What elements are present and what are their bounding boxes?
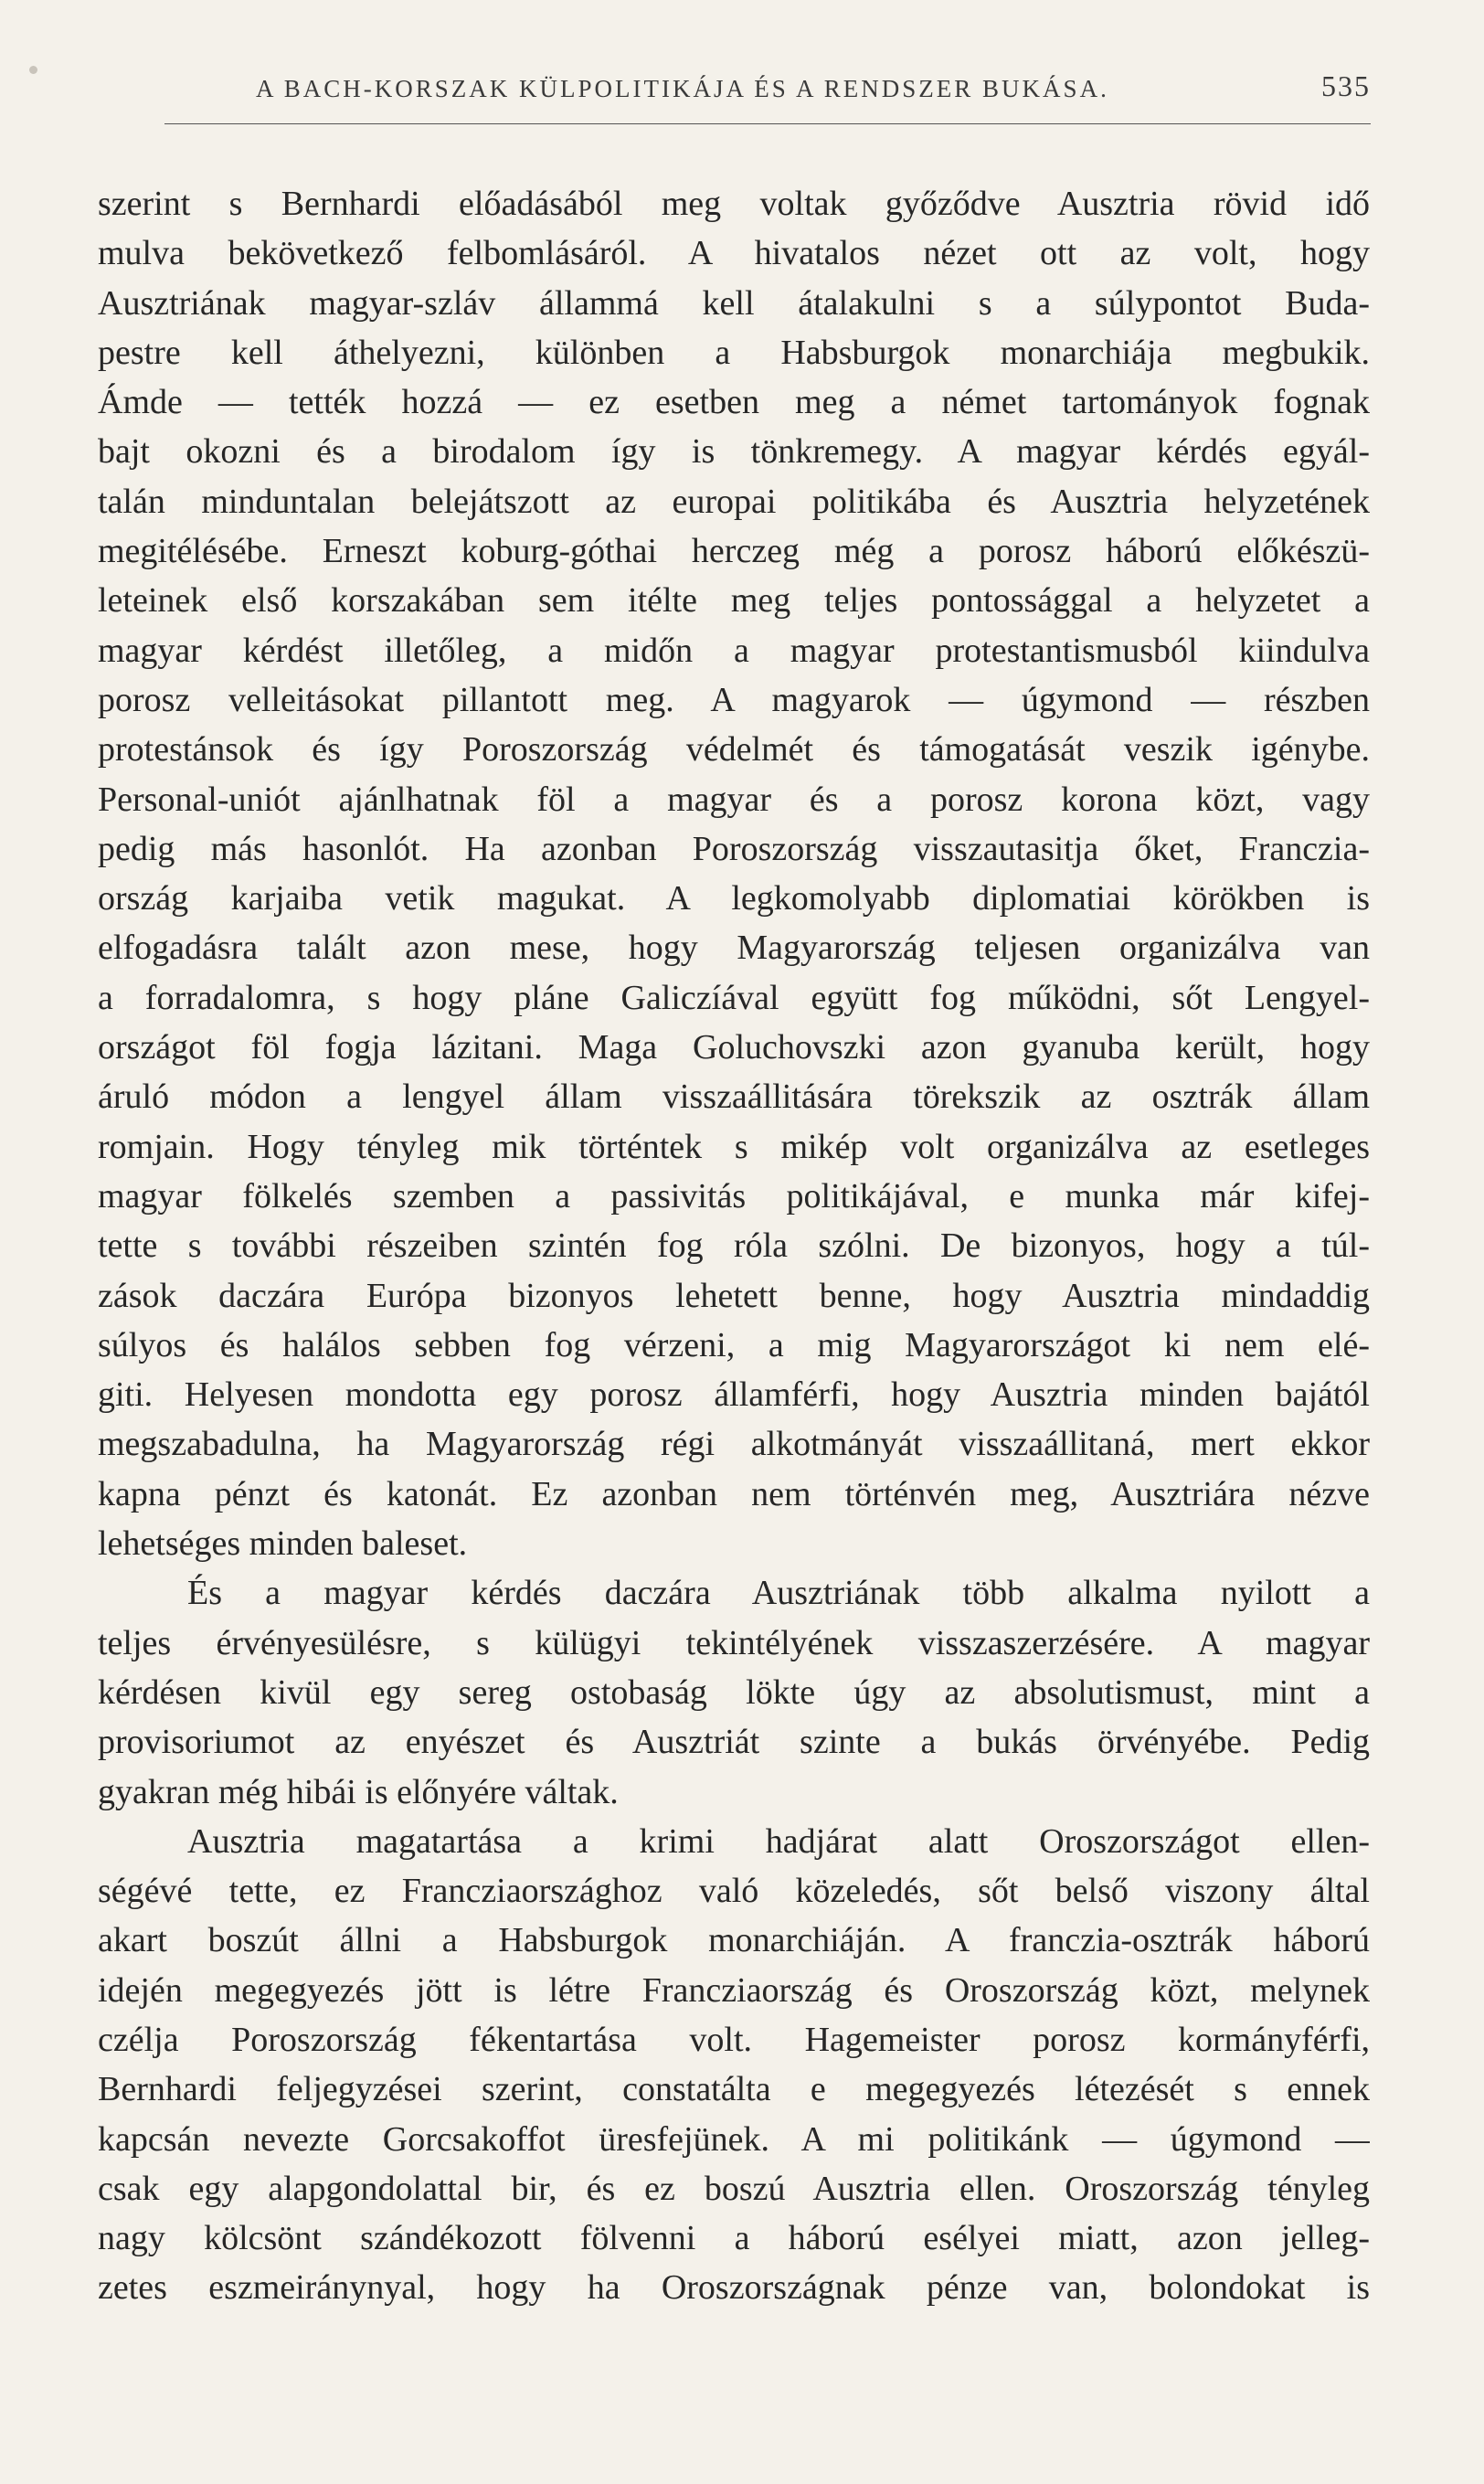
text-line: ország karjaiba vetik magukat. A legkomolyabb diplomatiai körökben is: [98, 879, 1370, 918]
text-line: Ausztriának magyar-szláv állammá kell átalakulni s a súlypontot Buda-: [98, 283, 1370, 323]
text-line: És a magyar kérdés daczára Ausztriának több alkalma nyilott a: [187, 1574, 1370, 1613]
text-line: áruló módon a lengyel állam visszaállitására törekszik az osztrák állam: [98, 1077, 1370, 1117]
text-line: pestre kell áthelyezni, különben a Habsburgok monarchiája megbukik.: [98, 333, 1370, 372]
page-number: 535: [1321, 69, 1371, 102]
paper-speck: [29, 66, 37, 74]
running-title: A BACH-KORSZAK KÜLPOLITIKÁJA ÉS A RENDSZER BUKÁSA.: [256, 75, 1109, 102]
text-line: tette s további részeiben szintén fog róla szólni. De bizonyos, hogy a túl-: [98, 1226, 1370, 1266]
text-line: mulva bekövetkező felbomlásáról. A hivatalos nézet ott az volt, hogy: [98, 234, 1370, 273]
text-line: kapna pénzt és katonát. Ez azonban nem történvén meg, Ausztriára nézve: [98, 1474, 1370, 1513]
text-line: magyar kérdést illetőleg, a midőn a magyar protestantismusból kiindulva: [98, 631, 1370, 670]
text-line: elfogadásra talált azon mese, hogy Magyarország teljesen organizálva van: [98, 929, 1370, 968]
page-header: [164, 69, 1371, 121]
text-line: a forradalomra, s hogy pláne Galiczíával együtt fog működni, sőt Lengyel-: [98, 978, 1370, 1017]
text-line: ségévé tette, ez Francziaországhoz való közeledés, sőt belső viszony által: [98, 1872, 1370, 1911]
text-line: gyakran még hibái is előnyére váltak.: [98, 1772, 619, 1811]
text-line: Personal-uniót ajánlhatnak föl a magyar és a porosz korona közt, vagy: [98, 780, 1370, 819]
text-line: zetes eszmeiránynyal, hogy ha Oroszországnak pénze van, bolondokat is: [98, 2268, 1370, 2308]
text-line: czélja Poroszország fékentartása volt. Hagemeister porosz kormányférfi,: [98, 2020, 1370, 2059]
text-line: súlyos és halálos sebben fog vérzeni, a mig Magyarországot ki nem elé-: [98, 1325, 1370, 1364]
text-line: romjain. Hogy tényleg mik történtek s mikép volt organizálva az esetleges: [98, 1127, 1370, 1166]
text-line: országot föl fogja lázitani. Maga Goluchovszki azon gyanuba került, hogy: [98, 1028, 1370, 1067]
header-rule: [164, 123, 1371, 124]
text-line: leteinek első korszakában sem itélte meg teljes pontossággal a helyzetet a: [98, 581, 1370, 621]
text-line: zások daczára Európa bizonyos lehetett benne, hogy Ausztria mindaddig: [98, 1276, 1370, 1315]
text-line: csak egy alapgondolattal bir, és ez boszú Ausztria ellen. Oroszország tényleg: [98, 2169, 1370, 2208]
text-line: protestánsok és így Poroszország védelmét és támogatását veszik igénybe.: [98, 730, 1370, 770]
text-line: Ausztria magatartása a krimi hadjárat alatt Oroszországot ellen-: [187, 1821, 1370, 1861]
text-line: teljes érvényesülésre, s külügyi tekintélyének visszaszerzésére. A magyar: [98, 1623, 1370, 1662]
text-line: lehetséges minden baleset.: [98, 1524, 468, 1564]
text-line: giti. Helyesen mondotta egy porosz államférfi, hogy Ausztria minden bajától: [98, 1375, 1370, 1415]
text-line: magyar fölkelés szemben a passivitás politikájával, e munka már kifej-: [98, 1176, 1370, 1215]
text-line: kérdésen kivül egy sereg ostobaság lökte úgy az absolutismust, mint a: [98, 1672, 1370, 1712]
text-line: bajt okozni és a birodalom így is tönkremegy. A magyar kérdés egyál-: [98, 432, 1370, 472]
text-line: nagy kölcsönt szándékozott fölvenni a háború esélyei miatt, azon jelleg-: [98, 2219, 1370, 2258]
text-line: idején megegyezés jött is létre Francziaország és Oroszország közt, melynek: [98, 1970, 1370, 2010]
text-line: akart boszút állni a Habsburgok monarchiáján. A franczia-osztrák háború: [98, 1921, 1370, 1960]
text-line: Bernhardi feljegyzései szerint, constatálta e megegyezés létezését s ennek: [98, 2070, 1370, 2109]
text-line: Ámde — tették hozzá — ez esetben meg a német tartományok fognak: [98, 383, 1370, 422]
text-line: provisoriumot az enyészet és Ausztriát szinte a bukás örvényébe. Pedig: [98, 1723, 1370, 1762]
text-line: talán minduntalan belejátszott az europai politikába és Ausztria helyzetének: [98, 482, 1370, 521]
body-text: [98, 179, 1370, 2313]
text-line: szerint s Bernhardi előadásából meg voltak győződve Ausztria rövid idő: [98, 185, 1370, 223]
text-line: porosz velleitásokat pillantott meg. A magyarok — úgymond — részben: [98, 680, 1370, 719]
text-line: pedig más hasonlót. Ha azonban Poroszország visszautasitja őket, Franczia-: [98, 829, 1370, 868]
text-line: megitélésébe. Erneszt koburg-góthai herczeg még a porosz háború előkészü-: [98, 532, 1370, 571]
text-line: megszabadulna, ha Magyarország régi alkotmányát visszaállitaná, mert ekkor: [98, 1425, 1370, 1464]
text-line: kapcsán nevezte Gorcsakoffot üresfejünek. A mi politikánk — úgymond —: [98, 2119, 1370, 2159]
